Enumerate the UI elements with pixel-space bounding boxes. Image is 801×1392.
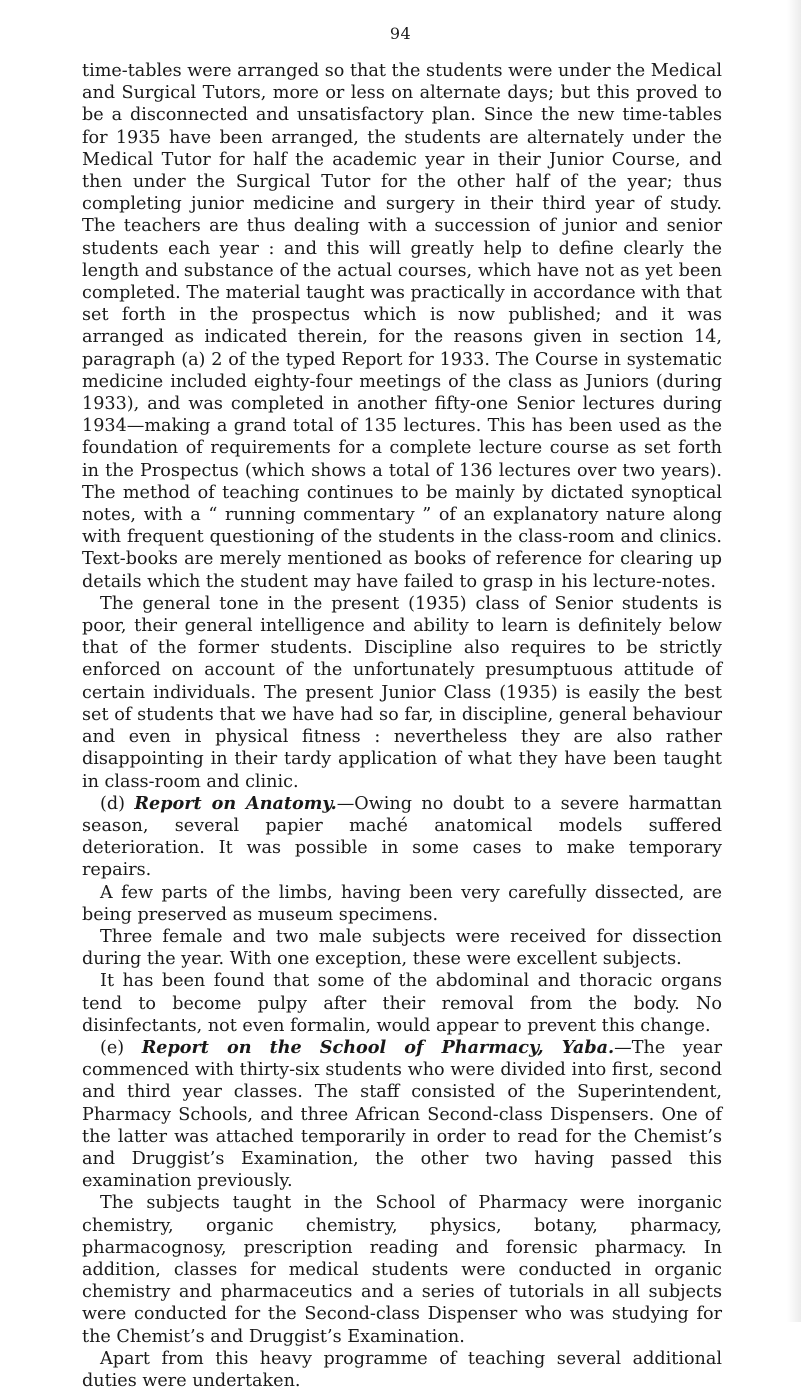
paragraph-teaching-schedule: time-tables were arranged so that the students were under the Medical and Surgical Tutors, more or less on alternate days; but this proved to be a disconnected and unsatisfactory plan. Since the new time-tables for 1935 have been arranged, the students are alternately under the Medical Tutor for half the academic year in their Junior Course, and then under the Surgical Tutor for the other half of the year; thus completing junior medicine and surgery in their third year of study. The teachers are thus dealing with a succession of junior and senior students each year : and this will greatly help to define clearly the length and substance of the actual courses, which have not as yet been completed. The material taught was practically in accordance with that set forth in the prospectus which is now published; and it was arranged as indicated therein, for the reasons given in section 14, paragraph (a) 2 of the typed Report for 1933. The Course in systematic medicine included eighty-four meetings of the class as Juniors (during 1933), and was completed in another fifty-one Senior lectures during 1934—making a grand total of 135 lectures. This has been used as the foundation of requirements for a complete lecture course as set forth in the Prospectus (which shows a total of 136 lectures over two years). The method of teaching continues to be mainly by dictated synoptical notes, with a “ running commentary ” of an explanatory nature along with frequent questioning of the students in the class-room and clinics. Text-books are merely mentioned as books of reference for clearing up details which the student may have failed to grasp in his lecture-notes. [82,61,722,592]
section-heading-pharmacy: Report on the School of Pharmacy, Yaba. [141,1036,615,1058]
paragraph-pharmacy-subjects: The subjects taught in the School of Pharmacy were inorganic chemistry, organic chemistry, physics, botany, pharmacy, pharmacognosy, prescription reading and forensic pharmacy. In addition, classes for medical students were conducted in organic chemistry and pharmaceutics and a series of tutorials in all subjects were conducted for the Second-class Dispenser who was studying for the Chemist’s and Druggist’s Examination. [82,1193,722,1347]
section-letter-e: (e) [100,1037,125,1058]
paragraph-pharmacy-report [82,1037,722,1192]
paragraph-museum-specimens: A few parts of the limbs, having been very carefully dissected, are being preserved as museum specimens. [82,882,722,925]
anatomy-report-body: —Owing no doubt to a severe harmattan season, several papier maché anatomical models suffered deterioration. It was possible in some cases to make temporary repairs. [82,793,722,881]
page-edge-shadow [787,0,801,1322]
pharmacy-report-body: —The year commenced with thirty-six students who were divided into first, second and third year classes. The staff consisted of the Superintendent, Pharmacy Schools, and three African Second-class Dispensers. One of the latter was attached temporarily in order to read for the Chemist’s and Druggist’s Examination, the other two having passed this examination previously. [82,1037,723,1192]
paragraph-organ-preservation: It has been found that some of the abdominal and thoracic organs tend to become pulpy after their removal from the body. No disinfectants, not even formalin, would appear to prevent this change. [82,971,722,1036]
paragraph-additional-duties: Apart from this heavy programme of teaching several additional duties were undertaken. [82,1348,722,1391]
paragraph-anatomy-report [82,793,722,882]
body-text [82,60,722,1392]
page-number: 94 [389,24,412,43]
section-letter-d: (d) [100,793,125,814]
paragraph-student-tone: The general tone in the present (1935) class of Senior students is poor, their general intelligence and ability to learn is definitely below that of the former students. Discipline also requires to be strictly enforced on account of the unfortunately presumptuous attitude of certain individuals. The present Junior Class (1935) is easily the best set of students that we have had so far, in discipline, general behaviour and even in physical fitness : nevertheless they are also rather disappointing in their tardy application of what they have been taught in class-room and clinic. [82,593,722,792]
section-heading-anatomy: Report on Anatomy. [134,792,337,814]
paragraph-dissection-subjects: Three female and two male subjects were received for dissection during the year. With one exception, these were excellent subjects. [82,926,722,970]
